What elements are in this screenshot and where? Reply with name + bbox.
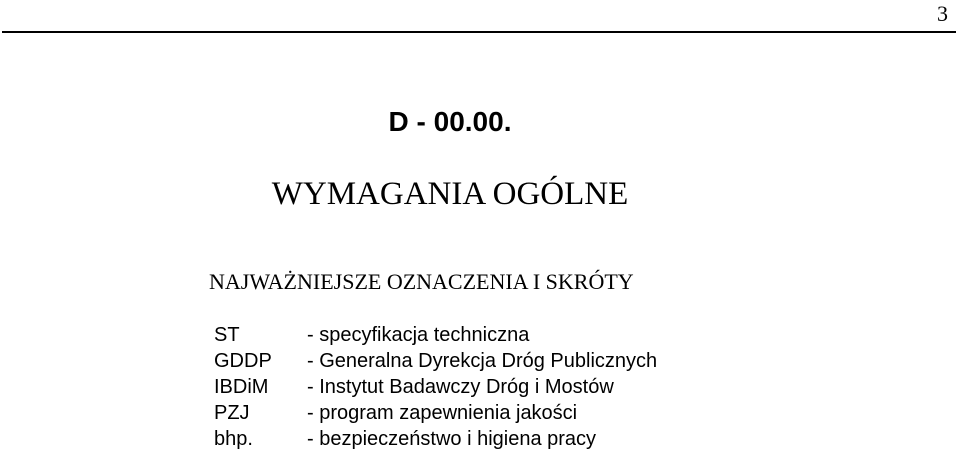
document-code: D - 00.00. [388,106,512,137]
abbreviation-description: - specyfikacja techniczna [307,324,530,346]
abbreviation-row [214,322,657,348]
page-number: 3 [937,1,948,26]
abbreviation-description: - Generalna Dyrekcja Dróg Publicznych [307,350,658,372]
abbreviation-row [214,426,657,452]
abbreviation-term: GDDP [214,350,272,372]
header-rule [2,31,956,33]
abbreviation-row [214,348,657,374]
abbreviation-description: - bezpieczeństwo i higiena pracy [307,428,597,450]
abbreviation-list [214,322,657,452]
document-title: WYMAGANIA OGÓLNE [271,176,629,212]
section-heading: NAJWAŻNIEJSZE OZNACZENIA I SKRÓTY [209,269,634,294]
abbreviation-term: bhp. [214,428,253,450]
abbreviation-row [214,374,657,400]
abbreviation-term: PZJ [214,402,250,424]
abbreviation-description: - Instytut Badawczy Dróg i Mostów [307,376,614,398]
abbreviation-description: - program zapewnienia jakości [307,402,578,424]
abbreviation-term: ST [214,324,240,346]
abbreviation-term: IBDiM [214,376,269,398]
abbreviation-row [214,400,657,426]
